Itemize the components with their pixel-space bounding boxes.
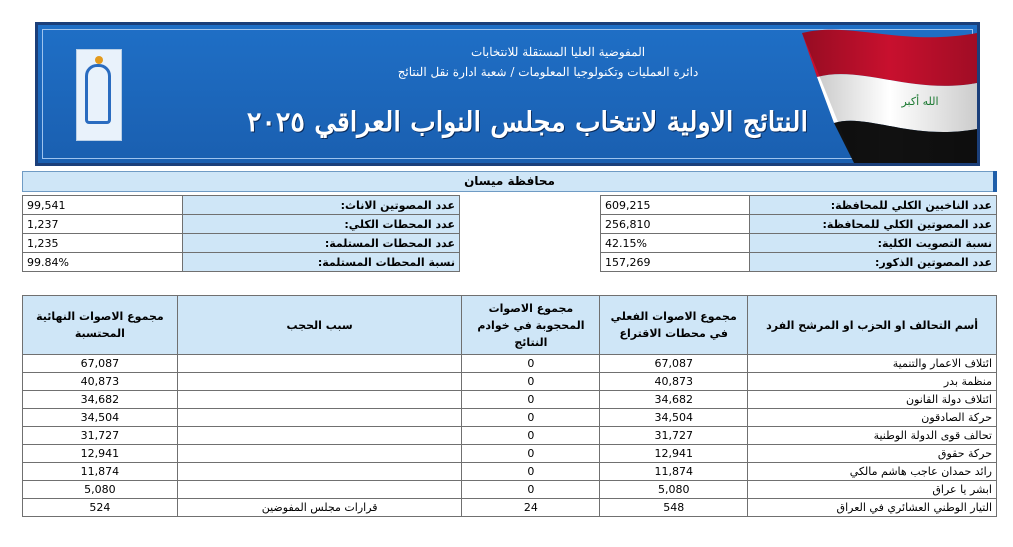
- withheld-votes-cell: 0: [462, 391, 600, 409]
- received-stations-value: 1,235: [23, 234, 183, 253]
- actual-votes-cell: 5,080: [600, 481, 748, 499]
- total-stations-label: عدد المحطات الكلي:: [182, 215, 459, 234]
- header-final-votes: مجموع الاصوات النهائية المحتسبة: [23, 296, 178, 355]
- withheld-votes-cell: 0: [462, 427, 600, 445]
- commission-logo: [76, 49, 122, 141]
- page-title: النتائج الاولية لانتخاب مجلس النواب العراقي ٢٠٢٥: [246, 107, 808, 138]
- actual-votes-cell: 12,941: [600, 445, 748, 463]
- entity-name-cell: تحالف قوى الدولة الوطنية: [748, 427, 997, 445]
- male-voters-value: 157,269: [601, 253, 750, 272]
- summary-right-table: [600, 195, 997, 272]
- summary-row: [601, 196, 997, 215]
- results-header-row: [23, 296, 997, 355]
- entity-name-cell: حركة حقوق: [748, 445, 997, 463]
- entity-name-cell: رائد حمدان عاجب هاشم مالكي: [748, 463, 997, 481]
- final-votes-cell: 11,874: [23, 463, 178, 481]
- header-withhold-reason: سبب الحجب: [177, 296, 462, 355]
- commission-name: المفوضية العليا المستقلة للانتخابات: [470, 45, 646, 59]
- header-withheld-votes: مجموع الاصوات المحجوبة في خوادم النتائج: [462, 296, 600, 355]
- final-votes-cell: 34,682: [23, 391, 178, 409]
- total-voted-label: عدد المصوتين الكلي للمحافظة:: [750, 215, 997, 234]
- actual-votes-cell: 11,874: [600, 463, 748, 481]
- final-votes-cell: 5,080: [23, 481, 178, 499]
- entity-name-cell: ائتلاف الاعمار والتنمية: [748, 355, 997, 373]
- reason-cell: [177, 481, 462, 499]
- total-stations-value: 1,237: [23, 215, 183, 234]
- reason-cell: [177, 391, 462, 409]
- withheld-votes-cell: 0: [462, 373, 600, 391]
- entity-name-cell: منظمة بدر: [748, 373, 997, 391]
- withheld-votes-cell: 24: [462, 499, 600, 517]
- table-row: [23, 499, 997, 517]
- table-row: [23, 481, 997, 499]
- actual-votes-cell: 67,087: [600, 355, 748, 373]
- summary-row: [23, 253, 460, 272]
- actual-votes-cell: 40,873: [600, 373, 748, 391]
- total-voters-value: 609,215: [601, 196, 750, 215]
- received-ratio-label: نسبة المحطات المستلمة:: [182, 253, 459, 272]
- province-title: [22, 171, 997, 192]
- table-row: [23, 427, 997, 445]
- iraq-flag-icon: [762, 25, 977, 166]
- header-actual-votes: مجموع الاصوات الفعلي في محطات الاقتراع: [600, 296, 748, 355]
- final-votes-cell: 67,087: [23, 355, 178, 373]
- final-votes-cell: 524: [23, 499, 178, 517]
- female-voters-label: عدد المصوتين الاناث:: [182, 196, 459, 215]
- province-name: محافظة ميسان: [464, 174, 555, 188]
- withheld-votes-cell: 0: [462, 445, 600, 463]
- withheld-votes-cell: 0: [462, 463, 600, 481]
- summary-row: [601, 234, 997, 253]
- reason-cell: [177, 445, 462, 463]
- results-table: [22, 295, 997, 517]
- withheld-votes-cell: 0: [462, 409, 600, 427]
- header-entity-name: أسم التحالف او الحزب او المرشح الفرد: [748, 296, 997, 355]
- entity-name-cell: ابشر يا عراق: [748, 481, 997, 499]
- final-votes-cell: 31,727: [23, 427, 178, 445]
- entity-name-cell: حركة الصادقون: [748, 409, 997, 427]
- table-row: [23, 391, 997, 409]
- reason-cell: [177, 373, 462, 391]
- summary-row: [23, 234, 460, 253]
- summary-row: [601, 215, 997, 234]
- turnout-value: 42.15%: [601, 234, 750, 253]
- reason-cell: [177, 409, 462, 427]
- header-banner: [35, 22, 980, 166]
- withheld-votes-cell: 0: [462, 355, 600, 373]
- reason-cell: [177, 427, 462, 445]
- summary-row: [23, 196, 460, 215]
- total-voted-value: 256,810: [601, 215, 750, 234]
- logo-dot-icon: [95, 56, 103, 64]
- department-name: دائرة العمليات وتكنولوجيا المعلومات / شعبة ادارة نقل النتائج: [397, 65, 699, 79]
- logo-mark-icon: [85, 64, 111, 124]
- reason-cell: [177, 463, 462, 481]
- table-row: [23, 445, 997, 463]
- table-row: [23, 463, 997, 481]
- actual-votes-cell: 34,504: [600, 409, 748, 427]
- table-row: [23, 373, 997, 391]
- table-row: [23, 355, 997, 373]
- actual-votes-cell: 548: [600, 499, 748, 517]
- male-voters-label: عدد المصوتين الذكور:: [750, 253, 997, 272]
- summary-row: [23, 215, 460, 234]
- summary-left-table: [22, 195, 460, 272]
- withheld-votes-cell: 0: [462, 481, 600, 499]
- entity-name-cell: التيار الوطني العشائري في العراق: [748, 499, 997, 517]
- reason-cell: قرارات مجلس المفوضين: [177, 499, 462, 517]
- final-votes-cell: 12,941: [23, 445, 178, 463]
- total-voters-label: عدد الناخبين الكلي للمحافظة:: [750, 196, 997, 215]
- received-ratio-value: 99.84%: [23, 253, 183, 272]
- actual-votes-cell: 34,682: [600, 391, 748, 409]
- final-votes-cell: 40,873: [23, 373, 178, 391]
- table-row: [23, 409, 997, 427]
- entity-name-cell: ائتلاف دولة القانون: [748, 391, 997, 409]
- actual-votes-cell: 31,727: [600, 427, 748, 445]
- received-stations-label: عدد المحطات المستلمة:: [182, 234, 459, 253]
- summary-row: [601, 253, 997, 272]
- final-votes-cell: 34,504: [23, 409, 178, 427]
- province-bar-edge: [993, 171, 997, 192]
- reason-cell: [177, 355, 462, 373]
- turnout-label: نسبة التصويت الكلية:: [750, 234, 997, 253]
- flag-inscription: الله أكبر: [901, 95, 939, 108]
- female-voters-value: 99,541: [23, 196, 183, 215]
